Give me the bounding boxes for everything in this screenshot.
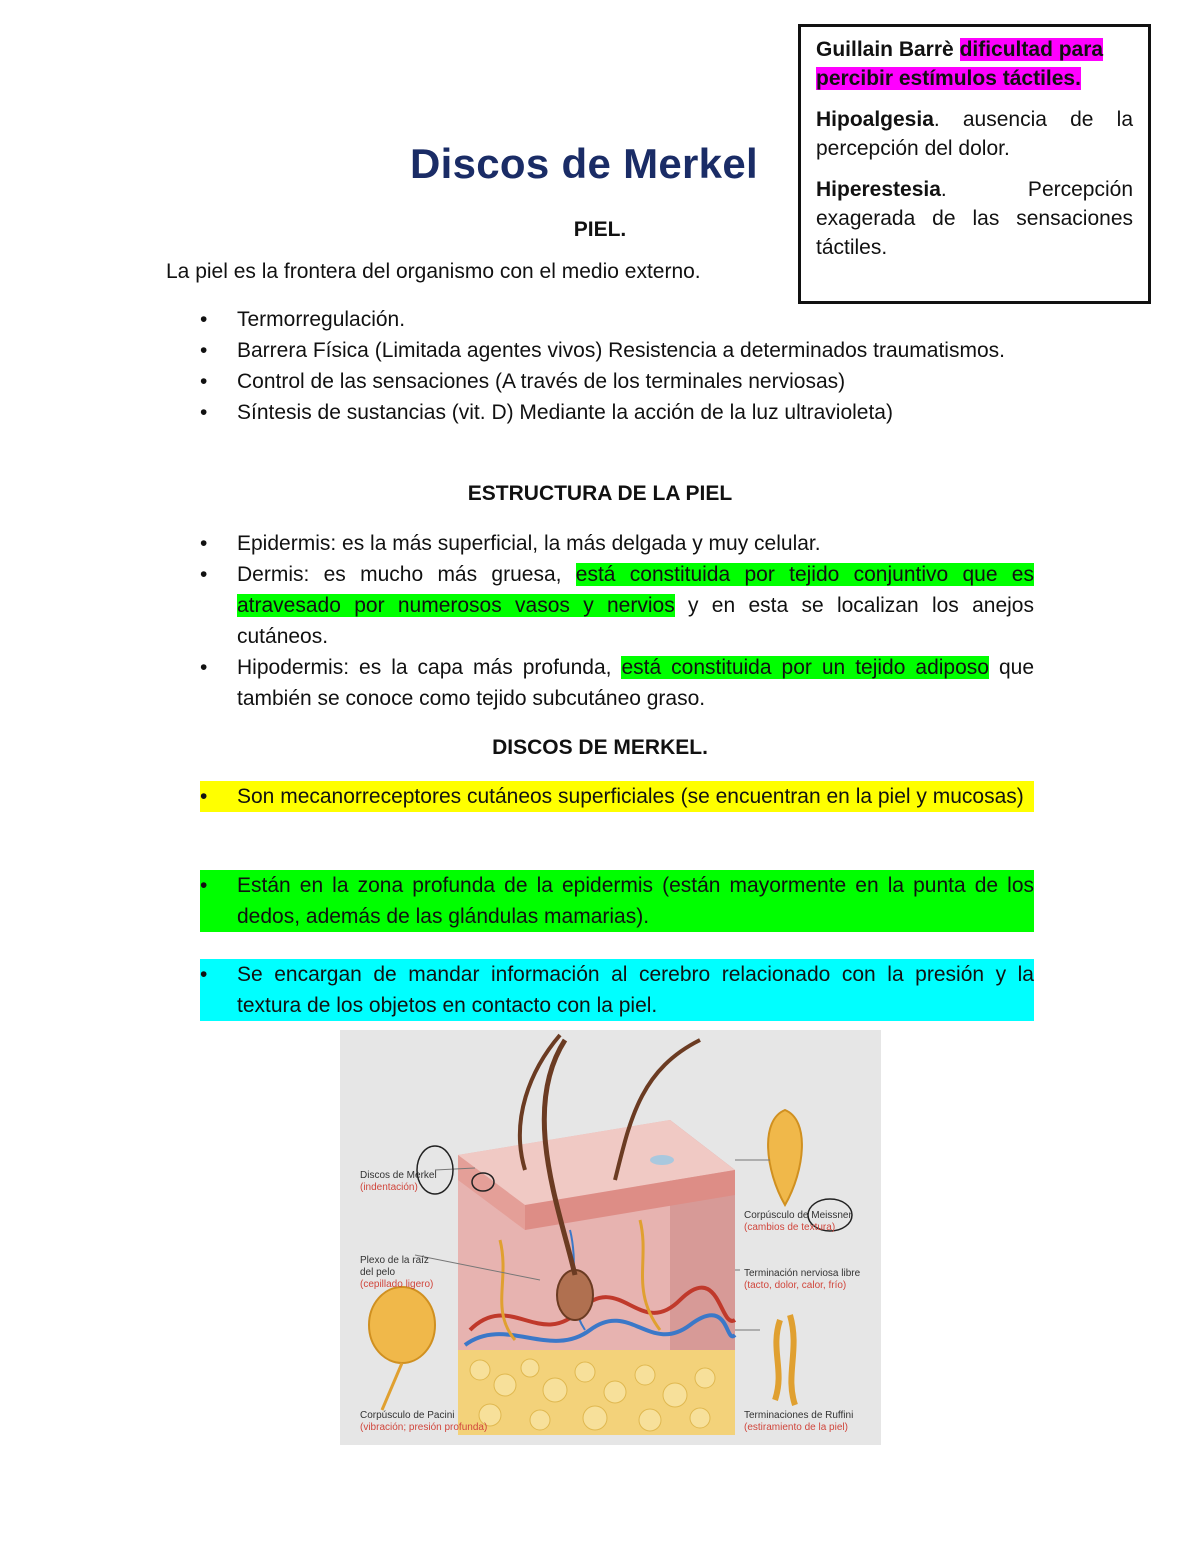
definition-hipoalgesia xyxy=(816,105,1133,163)
text-hiperestesia: . Percepción exagerada de las sensaciones táctiles. xyxy=(816,178,1133,259)
heading-piel: PIEL. xyxy=(573,218,627,241)
highlight-guillain: dificultad para percibir estímulos táctiles. xyxy=(816,38,1104,90)
dermis-highlight: está constituida por tejido conjuntivo que es atravesado por numerosos vasos y nervios xyxy=(237,563,1034,617)
label-pacini-title: Corpúsculo de Pacini xyxy=(360,1410,455,1421)
label-meissner xyxy=(744,1210,852,1234)
label-ruffini-title: Terminaciones de Ruffini xyxy=(744,1410,854,1421)
label-plexo-title: Plexo de la raíz xyxy=(360,1255,429,1266)
label-pacini xyxy=(360,1410,487,1434)
list-item-dermis xyxy=(200,559,1034,652)
label-merkel-title: Discos de Merkel xyxy=(360,1170,437,1181)
label-terminacion-desc: (tacto, dolor, calor, frío) xyxy=(744,1280,847,1291)
label-plexo xyxy=(360,1255,433,1291)
merkel-list-3 xyxy=(200,959,1034,1021)
term-hipoalgesia: Hipoalgesia xyxy=(816,108,934,131)
heading-merkel: DISCOS DE MERKEL. xyxy=(492,736,708,759)
skin-diagram-figure xyxy=(340,1030,881,1445)
term-hiperestesia: Hiperestesia xyxy=(816,178,941,201)
label-terminacion-libre xyxy=(744,1268,860,1292)
term-guillain: Guillain Barrè xyxy=(816,38,954,61)
label-merkel xyxy=(360,1170,437,1194)
hipo-text-a: Hipodermis: es la capa más profunda, xyxy=(237,656,622,679)
list-item-merkel-3: • Se encargan de mandar información al cerebro relacionado con la presión y la textura de los objetos en contacto con la piel. xyxy=(200,959,1034,1021)
label-plexo-title-2: del pelo xyxy=(360,1267,396,1278)
label-merkel-desc: (indentación) xyxy=(360,1182,418,1193)
definitions-box xyxy=(798,24,1151,304)
hipo-text-b: que también se conoce como tejido subcutáneo graso. xyxy=(237,656,1034,710)
list-item-merkel-2: • Están en la zona profunda de la epidermis (están mayormente en la punta de los dedos, además de las glándulas mamarias). xyxy=(200,870,1034,932)
estructura-list xyxy=(200,528,1034,714)
page-title: Discos de Merkel xyxy=(410,140,758,187)
skin-diagram-illustration xyxy=(340,1030,881,1445)
hipo-highlight: está constituida por un tejido adiposo xyxy=(621,656,989,679)
list-item: • Barrera Física (Limitada agentes vivos) Resistencia a determinados traumatismos. xyxy=(200,335,1034,366)
list-item-merkel-1: • Son mecanorreceptores cutáneos superficiales (se encuentran en la piel y mucosas) xyxy=(200,781,1034,812)
piel-list xyxy=(200,304,1034,428)
heading-estructura: ESTRUCTURA DE LA PIEL xyxy=(467,482,733,505)
label-ruffini-desc: (estiramiento de la piel) xyxy=(744,1422,848,1433)
list-item: • Síntesis de sustancias (vit. D) Mediante la acción de la luz ultravioleta) xyxy=(200,397,1034,428)
label-meissner-desc: (cambios de textura) xyxy=(744,1222,836,1233)
label-plexo-desc: (cepillado ligero) xyxy=(360,1279,434,1290)
dermis-text-a: Dermis: es mucho más gruesa, xyxy=(237,563,576,586)
list-item-hipodermis xyxy=(200,652,1034,714)
dermis-text-b: y en esta se localizan los anejos cutáneos. xyxy=(237,594,1034,648)
label-pacini-desc: (vibración; presión profunda) xyxy=(360,1422,488,1433)
merkel-list-2 xyxy=(200,870,1034,932)
merkel-list-1 xyxy=(200,781,1034,812)
text-hipoalgesia: . ausencia de la percepción del dolor. xyxy=(816,108,1133,160)
list-item-epidermis: • Epidermis: es la más superficial, la más delgada y muy celular. xyxy=(200,528,1034,559)
label-terminacion-title: Terminación nerviosa libre xyxy=(744,1268,861,1279)
piel-intro: La piel es la frontera del organismo con el medio externo. xyxy=(166,260,701,283)
label-meissner-title: Corpúsculo de Meissner xyxy=(744,1210,852,1221)
list-item: • Control de las sensaciones (A través de los terminales nerviosas) xyxy=(200,366,1034,397)
list-item: • Termorregulación. xyxy=(200,304,1034,335)
definition-guillain xyxy=(816,35,1133,93)
label-ruffini xyxy=(744,1410,853,1434)
